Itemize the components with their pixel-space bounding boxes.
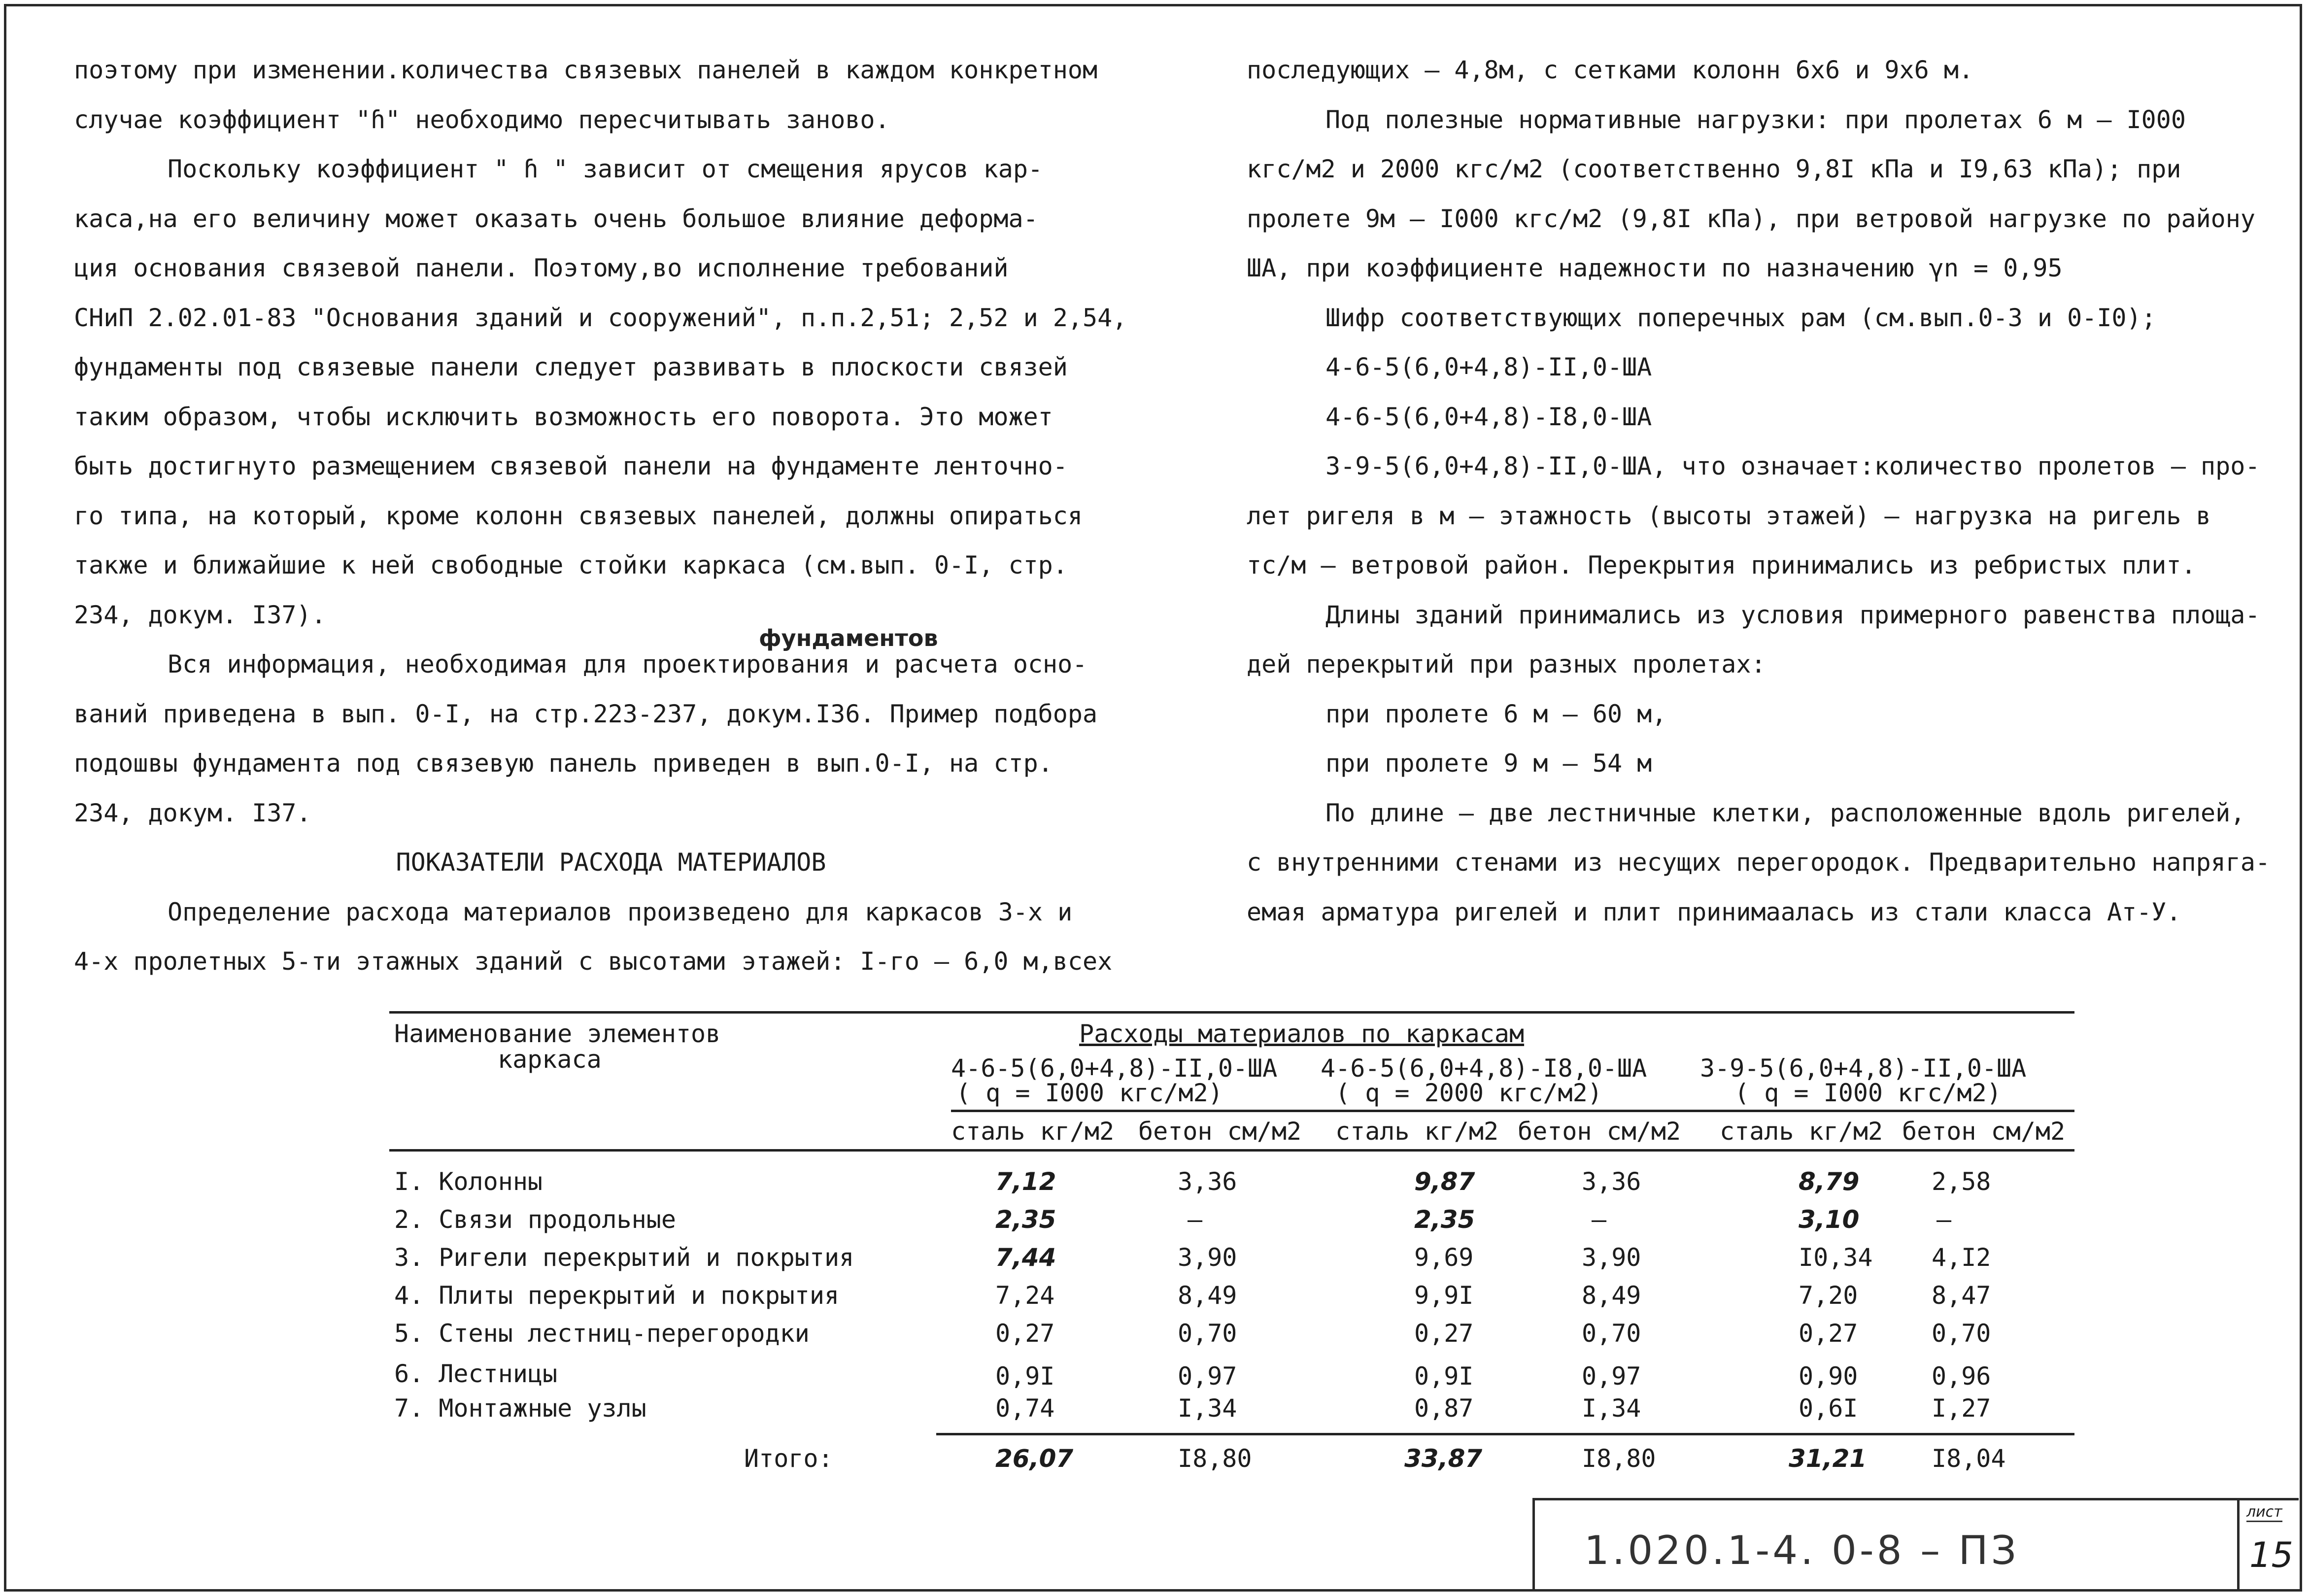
cell-value: 0,97 [1582, 1362, 1641, 1391]
cell-value: 3,90 [1582, 1243, 1641, 1272]
unit-header: бетон см/м2 [1138, 1117, 1302, 1146]
row-name: I. Колонны [394, 1167, 543, 1196]
text-line: с внутренними стенами из несущих перегородок. Предварительно напряга- [1247, 848, 2271, 877]
unit-header: сталь кг/м2 [1720, 1117, 1883, 1146]
name-header: Наименование элементов [394, 1019, 721, 1048]
cell-value: 9,69 [1414, 1243, 1474, 1272]
row-name: 5. Стены лестниц-перегородки [394, 1319, 810, 1348]
table-top-rule [389, 1011, 2074, 1014]
paragraph-start: По длине – две лестничные клетки, расположенные вдоль ригелей, [1325, 798, 2245, 827]
cell-value: 0,6I [1799, 1394, 1858, 1423]
cell-value: 7,24 [995, 1281, 1055, 1310]
text-line: 234, докум. I37). [74, 600, 326, 629]
paragraph-start: Определение расхода материалов произведено для каркасов 3-х и [168, 897, 1073, 926]
unit-header: бетон см/м2 [1518, 1117, 1681, 1146]
text-line: ция основания связевой панели. Поэтому,во исполнение требований [74, 254, 1009, 282]
text-line: быть достигнуто размещением связевой панели на фундаменте ленточно- [74, 452, 1068, 480]
row-name: 4. Плиты перекрытий и покрытия [394, 1281, 840, 1310]
unit-header: сталь кг/м2 [1335, 1117, 1499, 1146]
text-line: тс/м – ветровой район. Перекрытия принимались из ребристых плит. [1247, 551, 2196, 579]
text-line: фундаменты под связевые панели следует развивать в плоскости связей [74, 353, 1068, 381]
cell-value: 3,36 [1582, 1167, 1641, 1196]
cell-value: 0,27 [995, 1319, 1055, 1348]
cell-value: 0,70 [1582, 1319, 1641, 1348]
row-name: 2. Связи продольные [394, 1205, 676, 1234]
paragraph-start: Под полезные нормативные нагрузки: при пролетах 6 м – I000 [1325, 105, 2186, 134]
total-rule [936, 1433, 2074, 1435]
total-label: Итого: [744, 1444, 833, 1473]
paragraph-start: Вся информация, необходимая для проектирования и расчета осно- [168, 650, 1087, 679]
cell-value: 0,87 [1414, 1394, 1474, 1423]
cell-value: – [1592, 1205, 1607, 1234]
cell-value: 3,90 [1178, 1243, 1237, 1272]
unit-header: бетон см/м2 [1902, 1117, 2066, 1146]
frame-code: 4-6-5(6,0+4,8)-I8,0-ША [1321, 1054, 1647, 1083]
unit-header: сталь кг/м2 [951, 1117, 1115, 1146]
text-line: ваний приведена в вып. 0-I, на стр.223-237, докум.I36. Пример подбора [74, 699, 1098, 728]
row-name: 3. Ригели перекрытий и покрытия [394, 1243, 854, 1272]
cell-value: 0,70 [1178, 1319, 1237, 1348]
section-heading: ПОКАЗАТЕЛИ РАСХОДА МАТЕРИАЛОВ [396, 848, 826, 877]
cell-value: I0,34 [1799, 1243, 1873, 1272]
cell-value: 0,90 [1799, 1362, 1858, 1391]
frame-load: ( q = I000 кгс/м2) [956, 1079, 1223, 1107]
cell-value: 2,35 [1414, 1205, 1475, 1234]
cell-value: 7,12 [995, 1167, 1056, 1196]
cell-value: I,34 [1582, 1394, 1641, 1423]
text-line: кгс/м2 и 2000 кгс/м2 (соответственно 9,8I кПа и I9,63 кПа); при [1247, 155, 2181, 183]
header-bottom-rule [389, 1149, 2074, 1152]
cell-value: I,27 [1932, 1394, 1991, 1423]
frame-code-line: 4-6-5(6,0+4,8)-II,0-ША [1325, 353, 1652, 381]
text-line: подошвы фундамента под связевую панель приведен в вып.0-I, на стр. [74, 749, 1053, 778]
cell-value: 0,70 [1932, 1319, 1991, 1348]
total-value: I8,80 [1582, 1444, 1656, 1473]
cell-value: 8,49 [1178, 1281, 1237, 1310]
total-value: 26,07 [995, 1444, 1074, 1473]
total-value: I8,04 [1932, 1444, 2006, 1473]
right-text-column [1247, 45, 2281, 937]
text-line: последующих – 4,8м, с сетками колонн 6х6 и 9х6 м. [1247, 56, 1974, 84]
sheet-box [2237, 1498, 2299, 1592]
total-value: 31,21 [1789, 1444, 1867, 1473]
header-rule [951, 1110, 2074, 1112]
cell-value: 8,49 [1582, 1281, 1641, 1310]
cell-value: I,34 [1178, 1394, 1237, 1423]
frame-load: ( q = I000 кгс/м2) [1734, 1079, 2002, 1107]
frame-code-line: 4-6-5(6,0+4,8)-I8,0-ША [1325, 402, 1652, 431]
text-line: случае коэффициент "ɦ" необходимо пересчитывать заново. [74, 105, 890, 134]
cell-value: 0,97 [1178, 1362, 1237, 1391]
text-line: СНиП 2.02.01-83 "Основания зданий и сооружений", п.п.2,51; 2,52 и 2,54, [74, 303, 1127, 332]
cell-value: 0,27 [1414, 1319, 1474, 1348]
text-line: го типа, на который, кроме колонн связевых панелей, должны опираться [74, 501, 1083, 530]
text-line: при пролете 9 м – 54 м [1325, 749, 1652, 778]
text-line: пролете 9м – I000 кгс/м2 (9,8I кПа), при ветровой нагрузке по району [1247, 204, 2255, 233]
name-header: каркаса [498, 1045, 602, 1074]
cell-value: 3,10 [1799, 1205, 1860, 1234]
sheet-number: 15 [2249, 1535, 2294, 1575]
sheet-label: лист [2246, 1503, 2282, 1522]
text-line: ША, при коэффициенте надежности по назначению γn = 0,95 [1247, 254, 2063, 282]
total-value: I8,80 [1178, 1444, 1252, 1473]
cell-value: 2,58 [1932, 1167, 1991, 1196]
text-line: таким образом, чтобы исключить возможность его поворота. Это может [74, 402, 1053, 431]
text-line: при пролете 6 м – 60 м, [1325, 699, 1667, 728]
frame-code-line: 3-9-5(6,0+4,8)-II,0-ША, что означает:количество пролетов – про- [1325, 452, 2260, 480]
title-block [1532, 1498, 2240, 1592]
cell-value: 9,9I [1414, 1281, 1474, 1310]
cell-value: 8,79 [1799, 1167, 1860, 1196]
cell-value: 8,47 [1932, 1281, 1991, 1310]
cell-value: 3,36 [1178, 1167, 1237, 1196]
paragraph-start: Шифр соответствующих поперечных рам (см.вып.0-3 и 0-I0); [1325, 303, 2156, 332]
cell-value: 0,9I [995, 1362, 1055, 1391]
group-header: Расходы материалов по каркасам [1079, 1019, 1525, 1048]
text-line: 234, докум. I37. [74, 798, 311, 827]
cell-value: 7,20 [1799, 1281, 1858, 1310]
text-line: дей перекрытий при разных пролетах: [1247, 650, 1766, 679]
paragraph-start: Поскольку коэффициент " ɦ " зависит от смещения ярусов кар- [168, 155, 1043, 183]
handwritten-insert: фундаментов [759, 625, 938, 651]
document-code: 1.020.1-4. 0-8 – ПЗ [1584, 1528, 2019, 1573]
cell-value: – [1188, 1205, 1203, 1234]
cell-value: 0,9I [1414, 1362, 1474, 1391]
frame-code: 4-6-5(6,0+4,8)-II,0-ША [951, 1054, 1278, 1083]
cell-value: 2,35 [995, 1205, 1056, 1234]
paragraph-start: Длины зданий принимались из условия примерного равенства площа- [1325, 600, 2260, 629]
frame-code: 3-9-5(6,0+4,8)-II,0-ША [1700, 1054, 2027, 1083]
cell-value: 0,96 [1932, 1362, 1991, 1391]
cell-value: 0,74 [995, 1394, 1055, 1423]
frame-load: ( q = 2000 кгс/м2) [1335, 1079, 1602, 1107]
text-line: лет ригеля в м – этажность (высоты этажей) – нагрузка на ригель в [1247, 501, 2211, 530]
text-line: поэтому при изменении.количества связевых панелей в каждом конкретном [74, 56, 1098, 84]
total-value: 33,87 [1404, 1444, 1483, 1473]
text-line: емая арматура ригелей и плит принимаалась из стали класса Ат-У. [1247, 897, 2181, 926]
cell-value: – [1936, 1205, 1952, 1234]
cell-value: 4,I2 [1932, 1243, 1991, 1272]
row-name: 6. Лестницы [394, 1359, 558, 1388]
cell-value: 0,27 [1799, 1319, 1858, 1348]
text-line: каса,на его величину может оказать очень большое влияние деформа- [74, 204, 1038, 233]
text-line: 4-х пролетных 5-ти этажных зданий с высотами этажей: I-го – 6,0 м,всех [74, 947, 1113, 976]
row-name: 7. Монтажные узлы [394, 1394, 646, 1423]
text-line: также и ближайшие к ней свободные стойки каркаса (см.вып. 0-I, стр. [74, 551, 1068, 579]
cell-value: 9,87 [1414, 1167, 1475, 1196]
cell-value: 7,44 [995, 1243, 1056, 1272]
left-text-column [74, 45, 1148, 986]
